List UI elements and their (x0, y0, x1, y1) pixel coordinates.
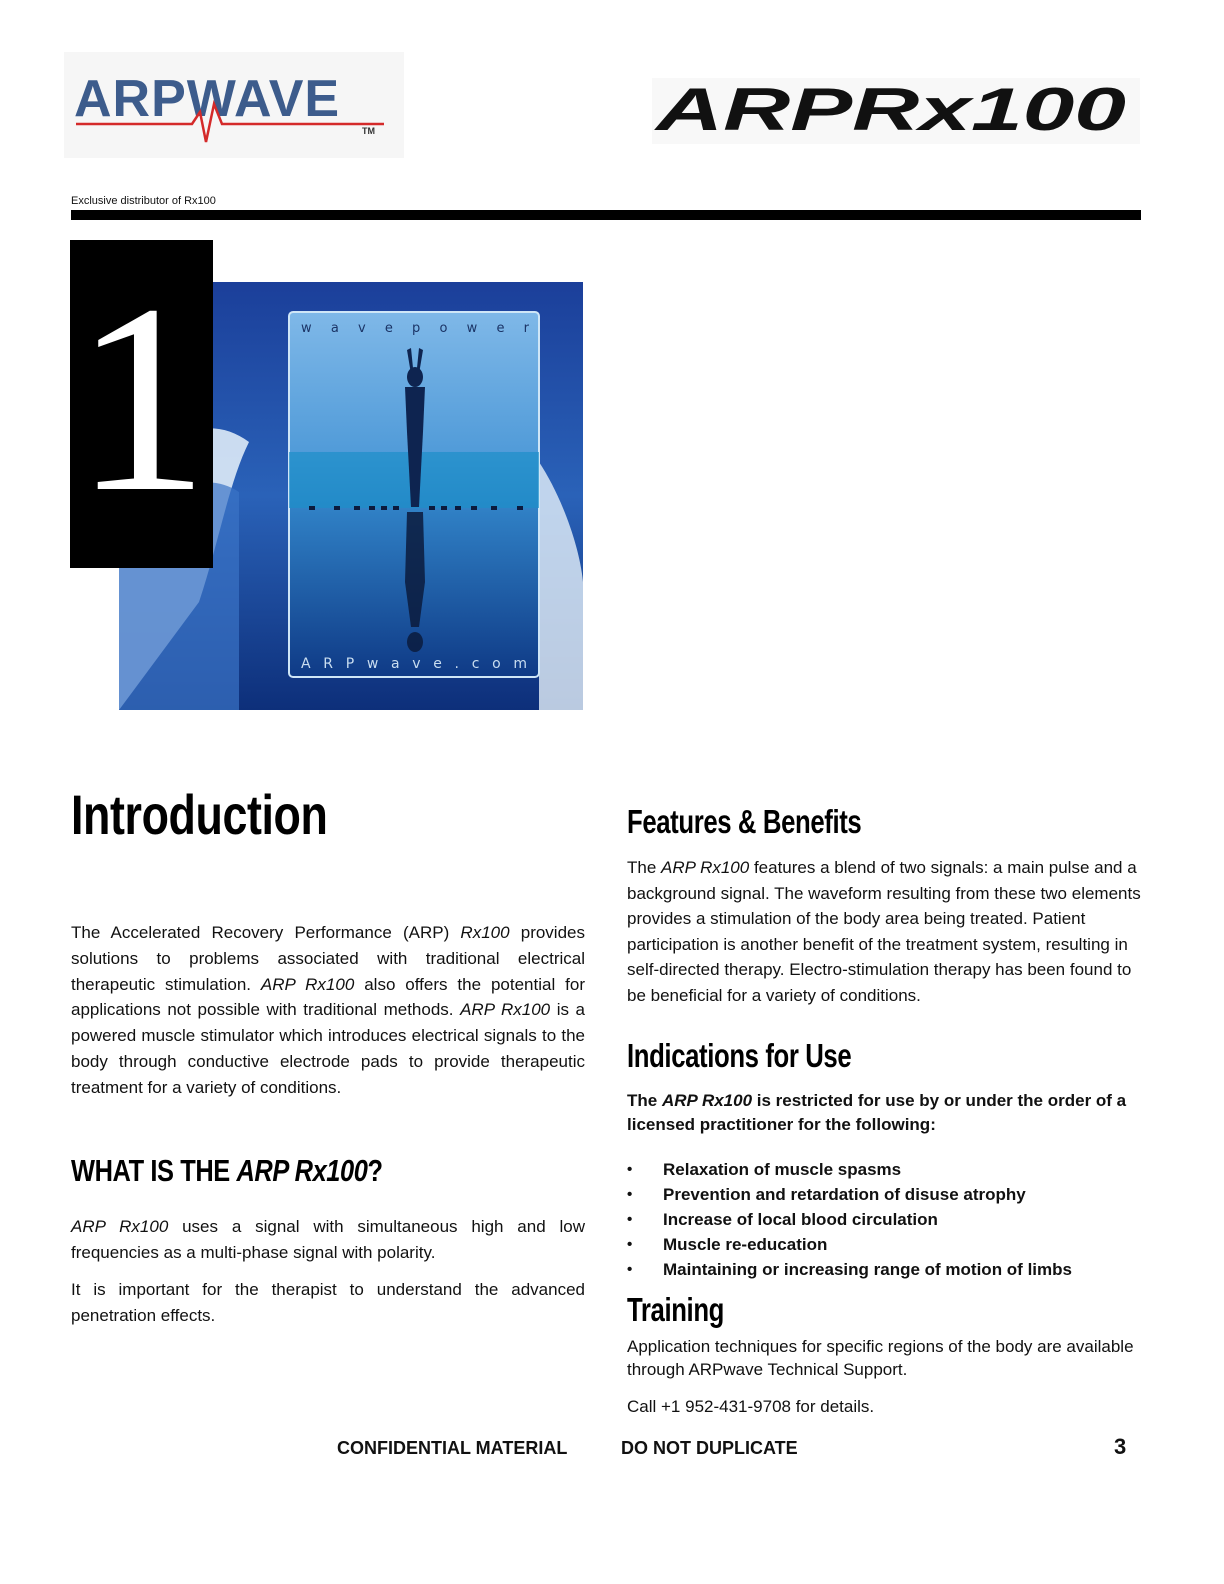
photo-top-text: w a v e p o w e r (301, 321, 529, 336)
features-paragraph: The ARP Rx100 features a blend of two signals: a main pulse and a background signal. The waveform resulting from these two elements provides a stimulation of the body area being treated. Patient participation is another benefit of the treatment system, resulting in self-directed therapy. Electro-stimulation therapy has been found to be beneficial for a variety of conditions. (627, 858, 1141, 1005)
list-item: • Prevention and retardation of disuse atrophy (627, 1182, 1141, 1207)
training-paragraph: Application techniques for specific regions of the body are available through ARPwave Technical Support. (627, 1337, 1134, 1379)
header-rule (71, 210, 1141, 220)
chapter-number-block (70, 240, 213, 568)
indications-intro: The ARP Rx100 is restricted for use by or under the order of a licensed practitioner for the following: (627, 1091, 1127, 1134)
what-is-paragraph-1: ARP Rx100 uses a signal with simultaneous high and low frequencies as a multi-phase signal with polarity. (71, 1217, 585, 1262)
footer-confidential: CONFIDENTIAL MATERIAL (337, 1438, 568, 1458)
arp-rx100-logo (652, 78, 1140, 144)
training-heading: Training (627, 1291, 724, 1328)
chapter-number: 1 (74, 249, 209, 548)
indications-heading: Indications for Use (627, 1037, 852, 1074)
introduction-paragraph: The Accelerated Recovery Performance (ARP) Rx100 provides solutions to problems associated with traditional electrical therapeutic stimulation. ARP Rx100 also offers the potential for applications not possible with traditional methods. ARP Rx100 is a powered muscle stimulator which introduces electrical signals to the body through conductive electrode pads to provide therapeutic treatment for a variety of conditions. (71, 923, 585, 1097)
page-number: 3 (1114, 1434, 1127, 1459)
arpwave-logo-text: ARPWAVE (74, 70, 341, 128)
list-item: • Increase of local blood circulation (627, 1207, 1141, 1232)
what-is-heading: WHAT IS THE ARP Rx100? (71, 1153, 383, 1188)
distributor-note: Exclusive distributor of Rx100 (71, 195, 216, 207)
list-item: • Muscle re-education (627, 1232, 1141, 1257)
footer-no-duplicate: DO NOT DUPLICATE (621, 1438, 798, 1458)
training-phone: Call +1 952-431-9708 for details. (627, 1397, 875, 1416)
arpwave-logo (64, 52, 404, 158)
photo-bottom-text: ARPwave.com (301, 656, 527, 672)
features-benefits-heading: Features & Benefits (627, 803, 862, 840)
arpwave-logo-graphic (64, 52, 404, 158)
indications-list (627, 1157, 1141, 1282)
arpwave-logo-tm: TM (362, 126, 375, 136)
list-item: • Relaxation of muscle spasms (627, 1157, 1141, 1182)
what-is-paragraph-2: It is important for the therapist to understand the advanced penetration effects. (71, 1280, 585, 1325)
list-item: • Maintaining or increasing range of motion of limbs (627, 1257, 1141, 1282)
introduction-heading: Introduction (71, 783, 328, 846)
arp-rx100-logo-text: ARPRx100 (652, 78, 1126, 143)
arp-rx100-logo-graphic (652, 78, 1140, 144)
